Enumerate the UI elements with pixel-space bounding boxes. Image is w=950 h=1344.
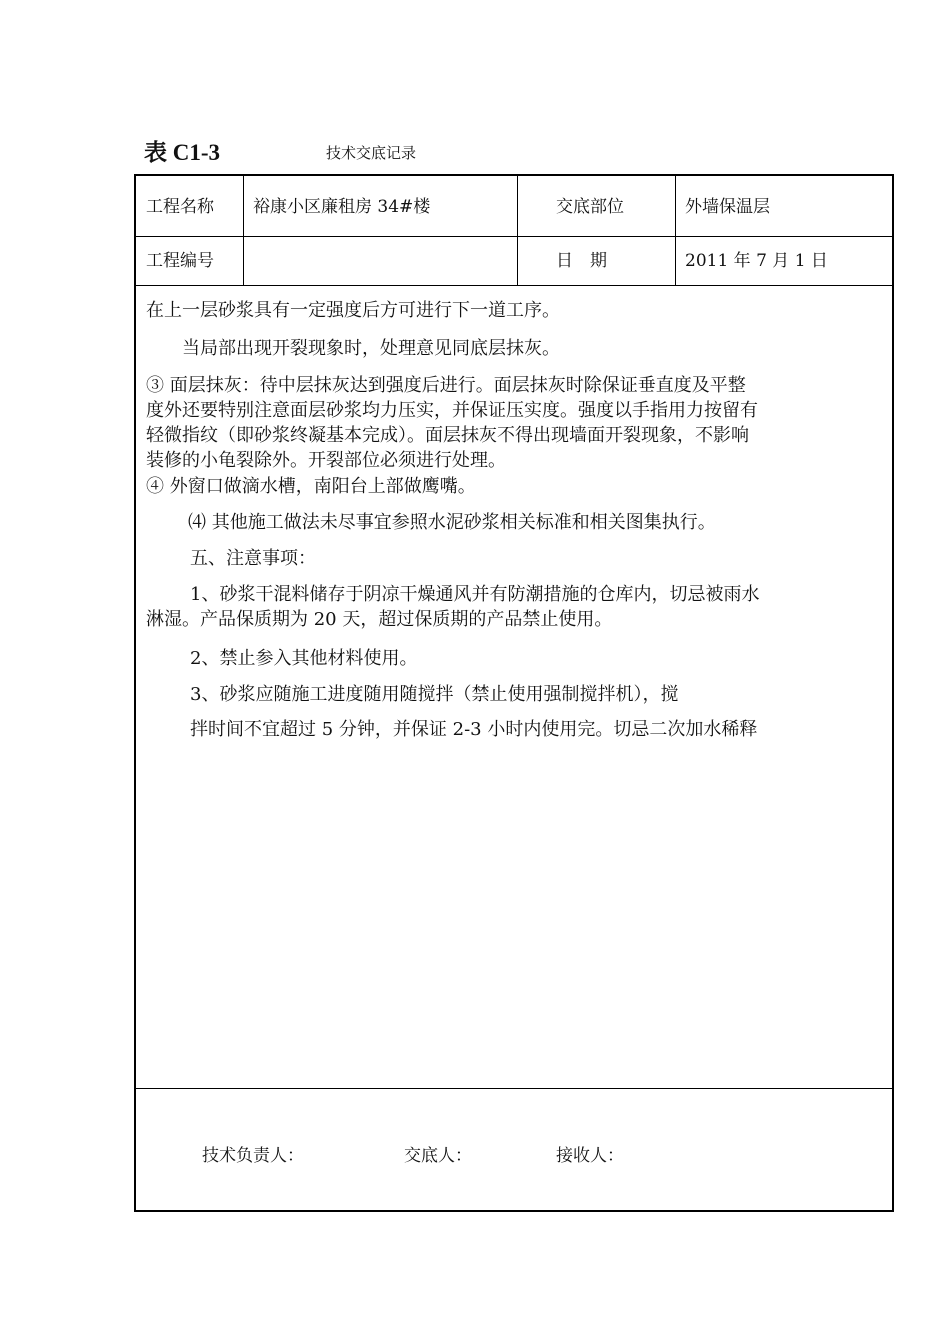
receiver-signature-label: 接收人： [556, 1146, 624, 1166]
content-paragraph: ⑷ 其他施工做法未尽事宜参照水泥砂浆相关标准和相关图集执行。 [188, 512, 716, 533]
col-divider [675, 176, 676, 286]
form-title: 技术交底记录 [326, 144, 417, 162]
date-value: 2011 年 7 月 1 日 [685, 251, 828, 271]
project-name-label: 工程名称 [146, 197, 214, 217]
row-divider [136, 1088, 892, 1089]
presenter-signature-label: 交底人： [404, 1146, 472, 1166]
content-paragraph: 2、禁止参入其他材料使用。 [190, 648, 418, 669]
content-line: 轻微指纹（即砂浆终凝基本完成）。面层抹灰不得出现墙面开裂现象，不影响 [146, 425, 749, 446]
location-label: 交底部位 [556, 197, 624, 217]
content-paragraph: ④ 外窗口做滴水槽，南阳台上部做鹰嘴。 [146, 476, 476, 497]
content-line: 淋湿。产品保质期为 20 天，超过保质期的产品禁止使用。 [146, 609, 613, 630]
col-divider [243, 176, 244, 286]
content-paragraph: 3、砂浆应随施工进度随用随搅拌（禁止使用强制搅拌机），搅 [190, 684, 679, 705]
row-divider [136, 285, 892, 286]
content-paragraph: 当局部出现开裂现象时，处理意见同底层抹灰。 [182, 338, 560, 359]
date-label: 日 期 [556, 251, 607, 271]
content-line: 装修的小龟裂除外。开裂部位必须进行处理。 [146, 450, 506, 471]
project-no-label: 工程编号 [146, 251, 214, 271]
row-divider [136, 236, 892, 237]
project-name-value: 裕康小区廉租房 34#楼 [253, 197, 431, 217]
tech-lead-signature-label: 技术负责人： [202, 1146, 304, 1166]
content-line: ③ 面层抹灰：待中层抹灰达到强度后进行。面层抹灰时除保证垂直度及平整 [146, 375, 746, 396]
record-sheet [134, 174, 894, 1212]
content-paragraph: 在上一层砂浆具有一定强度后方可进行下一道工序。 [146, 300, 560, 321]
content-paragraph: 拌时间不宜超过 5 分钟，并保证 2-3 小时内使用完。切忌二次加水稀释 [190, 719, 758, 740]
form-code: 表 C1-3 [144, 140, 221, 165]
content-line: 1、砂浆干混料储存于阴凉干燥通风并有防潮措施的仓库内，切忌被雨水 [190, 584, 760, 605]
content-line: 度外还要特别注意面层砂浆均力压实，并保证压实度。强度以手指用力按留有 [146, 400, 758, 421]
location-value: 外墙保温层 [685, 197, 770, 217]
col-divider [517, 176, 518, 286]
section-heading: 五、注意事项： [190, 548, 316, 569]
